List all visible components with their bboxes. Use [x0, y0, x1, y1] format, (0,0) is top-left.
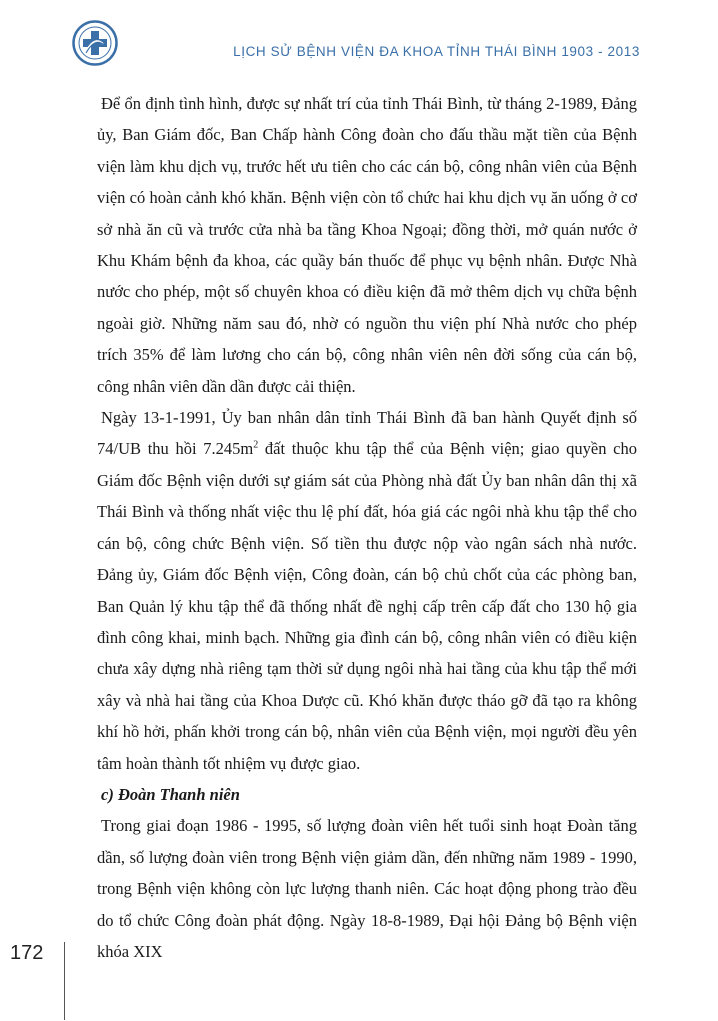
page-number-rule: [64, 942, 65, 1020]
section-paragraph: Trong giai đoạn 1986 - 1995, số lượng đoàn viên hết tuổi sinh hoạt Đoàn tăng dần, số lượng đoàn viên trong Bệnh viện giảm dần, đến những năm 1989 - 1990, trong Bệnh viện không còn lực lượng thanh niên. Các hoạt động phong trào đều do tổ chức Công đoàn phát động. Ngày 18-8-1989, Đại hội Đảng bộ Bệnh viện khóa XIX: [97, 816, 637, 961]
section-heading: c) Đoàn Thanh niên: [101, 784, 240, 804]
paragraph-1: Để ổn định tình hình, được sự nhất trí của tỉnh Thái Bình, từ tháng 2-1989, Đảng ủy, Ban Giám đốc, Ban Chấp hành Công đoàn cho đấu thầu mặt tiền của Bệnh viện làm khu dịch vụ, trước hết ưu tiên cho các cán bộ, công nhân viên của Bệnh viện có hoàn cảnh khó khăn. Bệnh viện còn tổ chức hai khu dịch vụ ăn uống ở cơ sở nhà ăn cũ và trước cửa nhà ba tầng Khoa Ngoại; đồng thời, mở quán nước ở Khu Khám bệnh đa khoa, các quầy bán thuốc để phục vụ bệnh nhân. Được Nhà nước cho phép, một số chuyên khoa có điều kiện đã mở thêm dịch vụ chữa bệnh ngoài giờ. Những năm sau đó, nhờ có nguồn thu viện phí Nhà nước cho phép trích 35% để làm lương cho cán bộ, công nhân viên nên đời sống của cán bộ, công nhân viên dần dần được cải thiện.: [97, 94, 637, 396]
paragraph-2-part-1: Ngày 13-1-1991, Ủy ban nhân dân tỉnh Thái Bình đã ban hành Quyết định số 74/UB thu hồi 7.245m: [97, 408, 637, 459]
hospital-emblem-icon: [72, 20, 118, 66]
page-body: [97, 88, 637, 967]
paragraph-2: [97, 402, 637, 779]
running-header: LỊCH SỬ BỆNH VIỆN ĐA KHOA TỈNH THÁI BÌNH 1903 - 2013: [233, 44, 640, 59]
paragraph-2-part-2: đất thuộc khu tập thể của Bệnh viện; giao quyền cho Giám đốc Bệnh viện dưới sự giám sát của Phòng nhà đất Ủy ban nhân dân thị xã Thái Bình và thống nhất việc thu lệ phí đất, hóa giá các ngôi nhà khu tập thể cho cán bộ, công chức Bệnh viện. Số tiền thu được nộp vào ngân sách nhà nước. Đảng ủy, Giám đốc Bệnh viện, Công đoàn, cán bộ chủ chốt của các phòng ban, Ban Quản lý khu tập thể đã thống nhất đề nghị cấp trên cấp đất cho 130 hộ gia đình công khai, minh bạch. Những gia đình cán bộ, công nhân viên có điều kiện chưa xây dựng nhà riêng tạm thời sử dụng ngôi nhà hai tầng của khu tập thể mới xây và nhà hai tầng của Khoa Dược cũ. Khó khăn được tháo gỡ đã tạo ra không khí hồ hởi, phấn khởi trong cán bộ, nhân viên của Bệnh viện, mọi người đều yên tâm hoàn thành tốt nhiệm vụ được giao.: [97, 439, 637, 773]
page-number: 172: [10, 942, 44, 964]
superscript: 2: [253, 439, 259, 451]
